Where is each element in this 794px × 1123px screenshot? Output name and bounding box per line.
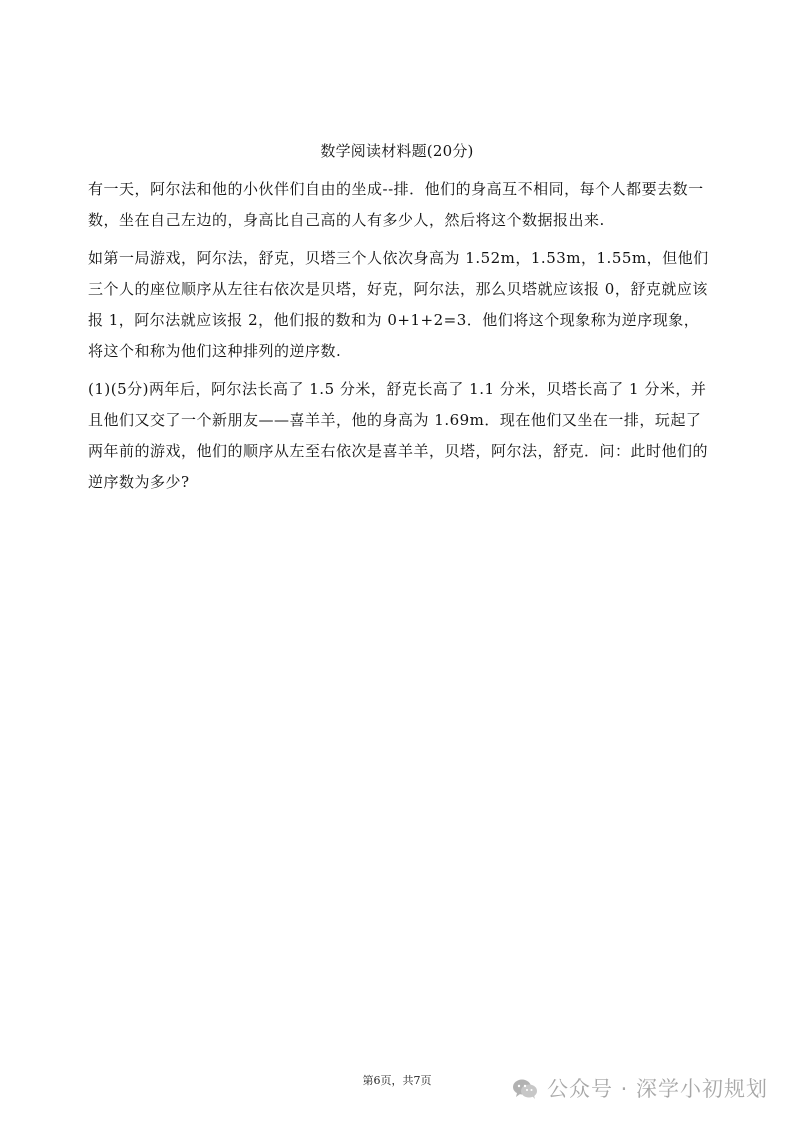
problem-content xyxy=(88,174,710,505)
page-number: 第6页，共7页 xyxy=(362,1074,432,1087)
page-title: 数学阅读材料题(20分) xyxy=(320,142,474,160)
watermark xyxy=(511,1074,768,1104)
watermark-text: 公众号 · 深学小初规划 xyxy=(546,1077,768,1101)
intro-paragraph: 有一天，阿尔法和他的小伙伴们自由的坐成--排．他们的身高互不相同，每个人都要去数一数，坐在自己左边的，身高比自己高的人有多少人，然后将这个数据报出来. xyxy=(88,180,704,229)
example-paragraph: 如第一局游戏，阿尔法，舒克，贝塔三个人依次身高为 1.52m，1.53m，1.55m，但他们三个人的座位顺序从左往右依次是贝塔，好克，阿尔法，那么贝塔就应该报 0，舒克就应该报 1，阿尔法就应该报 2，他们报的数和为 0+1+2=3．他们将这个现象称为逆序现象，将这个和称为他们这种排列的逆序数. xyxy=(88,249,709,360)
question-paragraph: (1)(5分)两年后，阿尔法长高了 1.5 分米，舒克长高了 1.1 分米，贝塔长高了 1 分米，并且他们又交了一个新朋友——喜羊羊，他的身高为 1.69m．现在他们又坐在一排，玩起了两年前的游戏，他们的顺序从左至右依次是喜羊羊，贝塔，阿尔法，舒克．问：此时他们的逆序数为多少? xyxy=(88,380,709,491)
wechat-icon xyxy=(511,1077,539,1101)
